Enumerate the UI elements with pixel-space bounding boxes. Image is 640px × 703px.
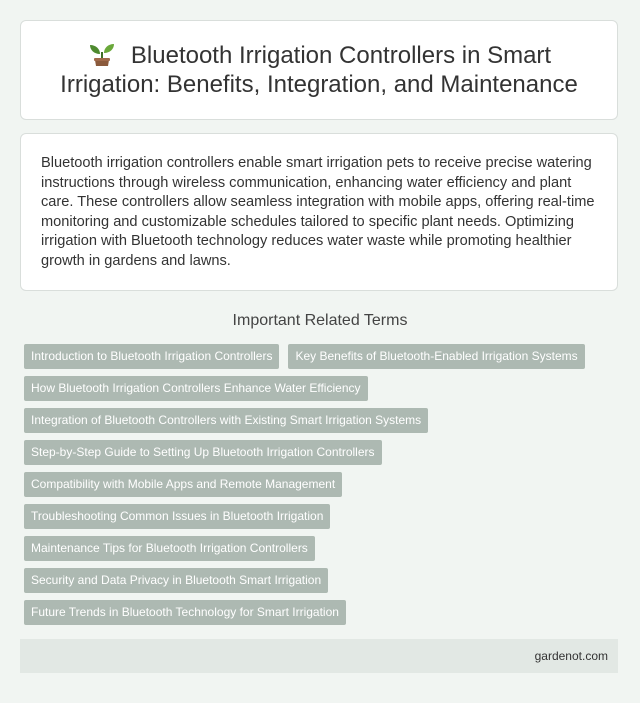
- intro-paragraph: Bluetooth irrigation controllers enable smart irrigation pets to receive precise watering instructions through wireless communication, enhancing water efficiency and plant care. These controllers allow seamless integration with mobile apps, offering real-time monitoring and customizable schedules tailored to specific plant needs. Optimizing irrigation with Bluetooth technology reduces water waste while promoting healthier growth in gardens and lawns.: [41, 155, 595, 269]
- related-term-tag[interactable]: Step-by-Step Guide to Setting Up Bluetooth Irrigation Controllers: [24, 440, 382, 465]
- page-title-text: Bluetooth Irrigation Controllers in Smart Irrigation: Benefits, Integration, and Maintenance: [60, 42, 578, 98]
- intro-card: [20, 133, 618, 291]
- related-term-tag[interactable]: Introduction to Bluetooth Irrigation Controllers: [24, 344, 279, 369]
- footer-site-link[interactable]: gardenot.com: [534, 649, 608, 663]
- related-term-tag[interactable]: Future Trends in Bluetooth Technology for Smart Irrigation: [24, 600, 346, 625]
- related-term-tag[interactable]: Troubleshooting Common Issues in Bluetooth Irrigation: [24, 504, 330, 529]
- page-title: [21, 41, 617, 99]
- sprout-icon: [87, 42, 117, 66]
- related-terms-heading: Important Related Terms: [232, 312, 408, 329]
- related-term-tag[interactable]: Security and Data Privacy in Bluetooth Smart Irrigation: [24, 568, 328, 593]
- related-terms-list: [24, 344, 618, 625]
- related-term-tag[interactable]: How Bluetooth Irrigation Controllers Enhance Water Efficiency: [24, 376, 368, 401]
- related-term-tag[interactable]: Compatibility with Mobile Apps and Remote Management: [24, 472, 342, 497]
- related-term-tag[interactable]: Maintenance Tips for Bluetooth Irrigation Controllers: [24, 536, 315, 561]
- title-card: [20, 20, 618, 120]
- related-term-tag[interactable]: Key Benefits of Bluetooth-Enabled Irrigation Systems: [288, 344, 584, 369]
- footer: [20, 639, 618, 673]
- related-term-tag[interactable]: Integration of Bluetooth Controllers with Existing Smart Irrigation Systems: [24, 408, 428, 433]
